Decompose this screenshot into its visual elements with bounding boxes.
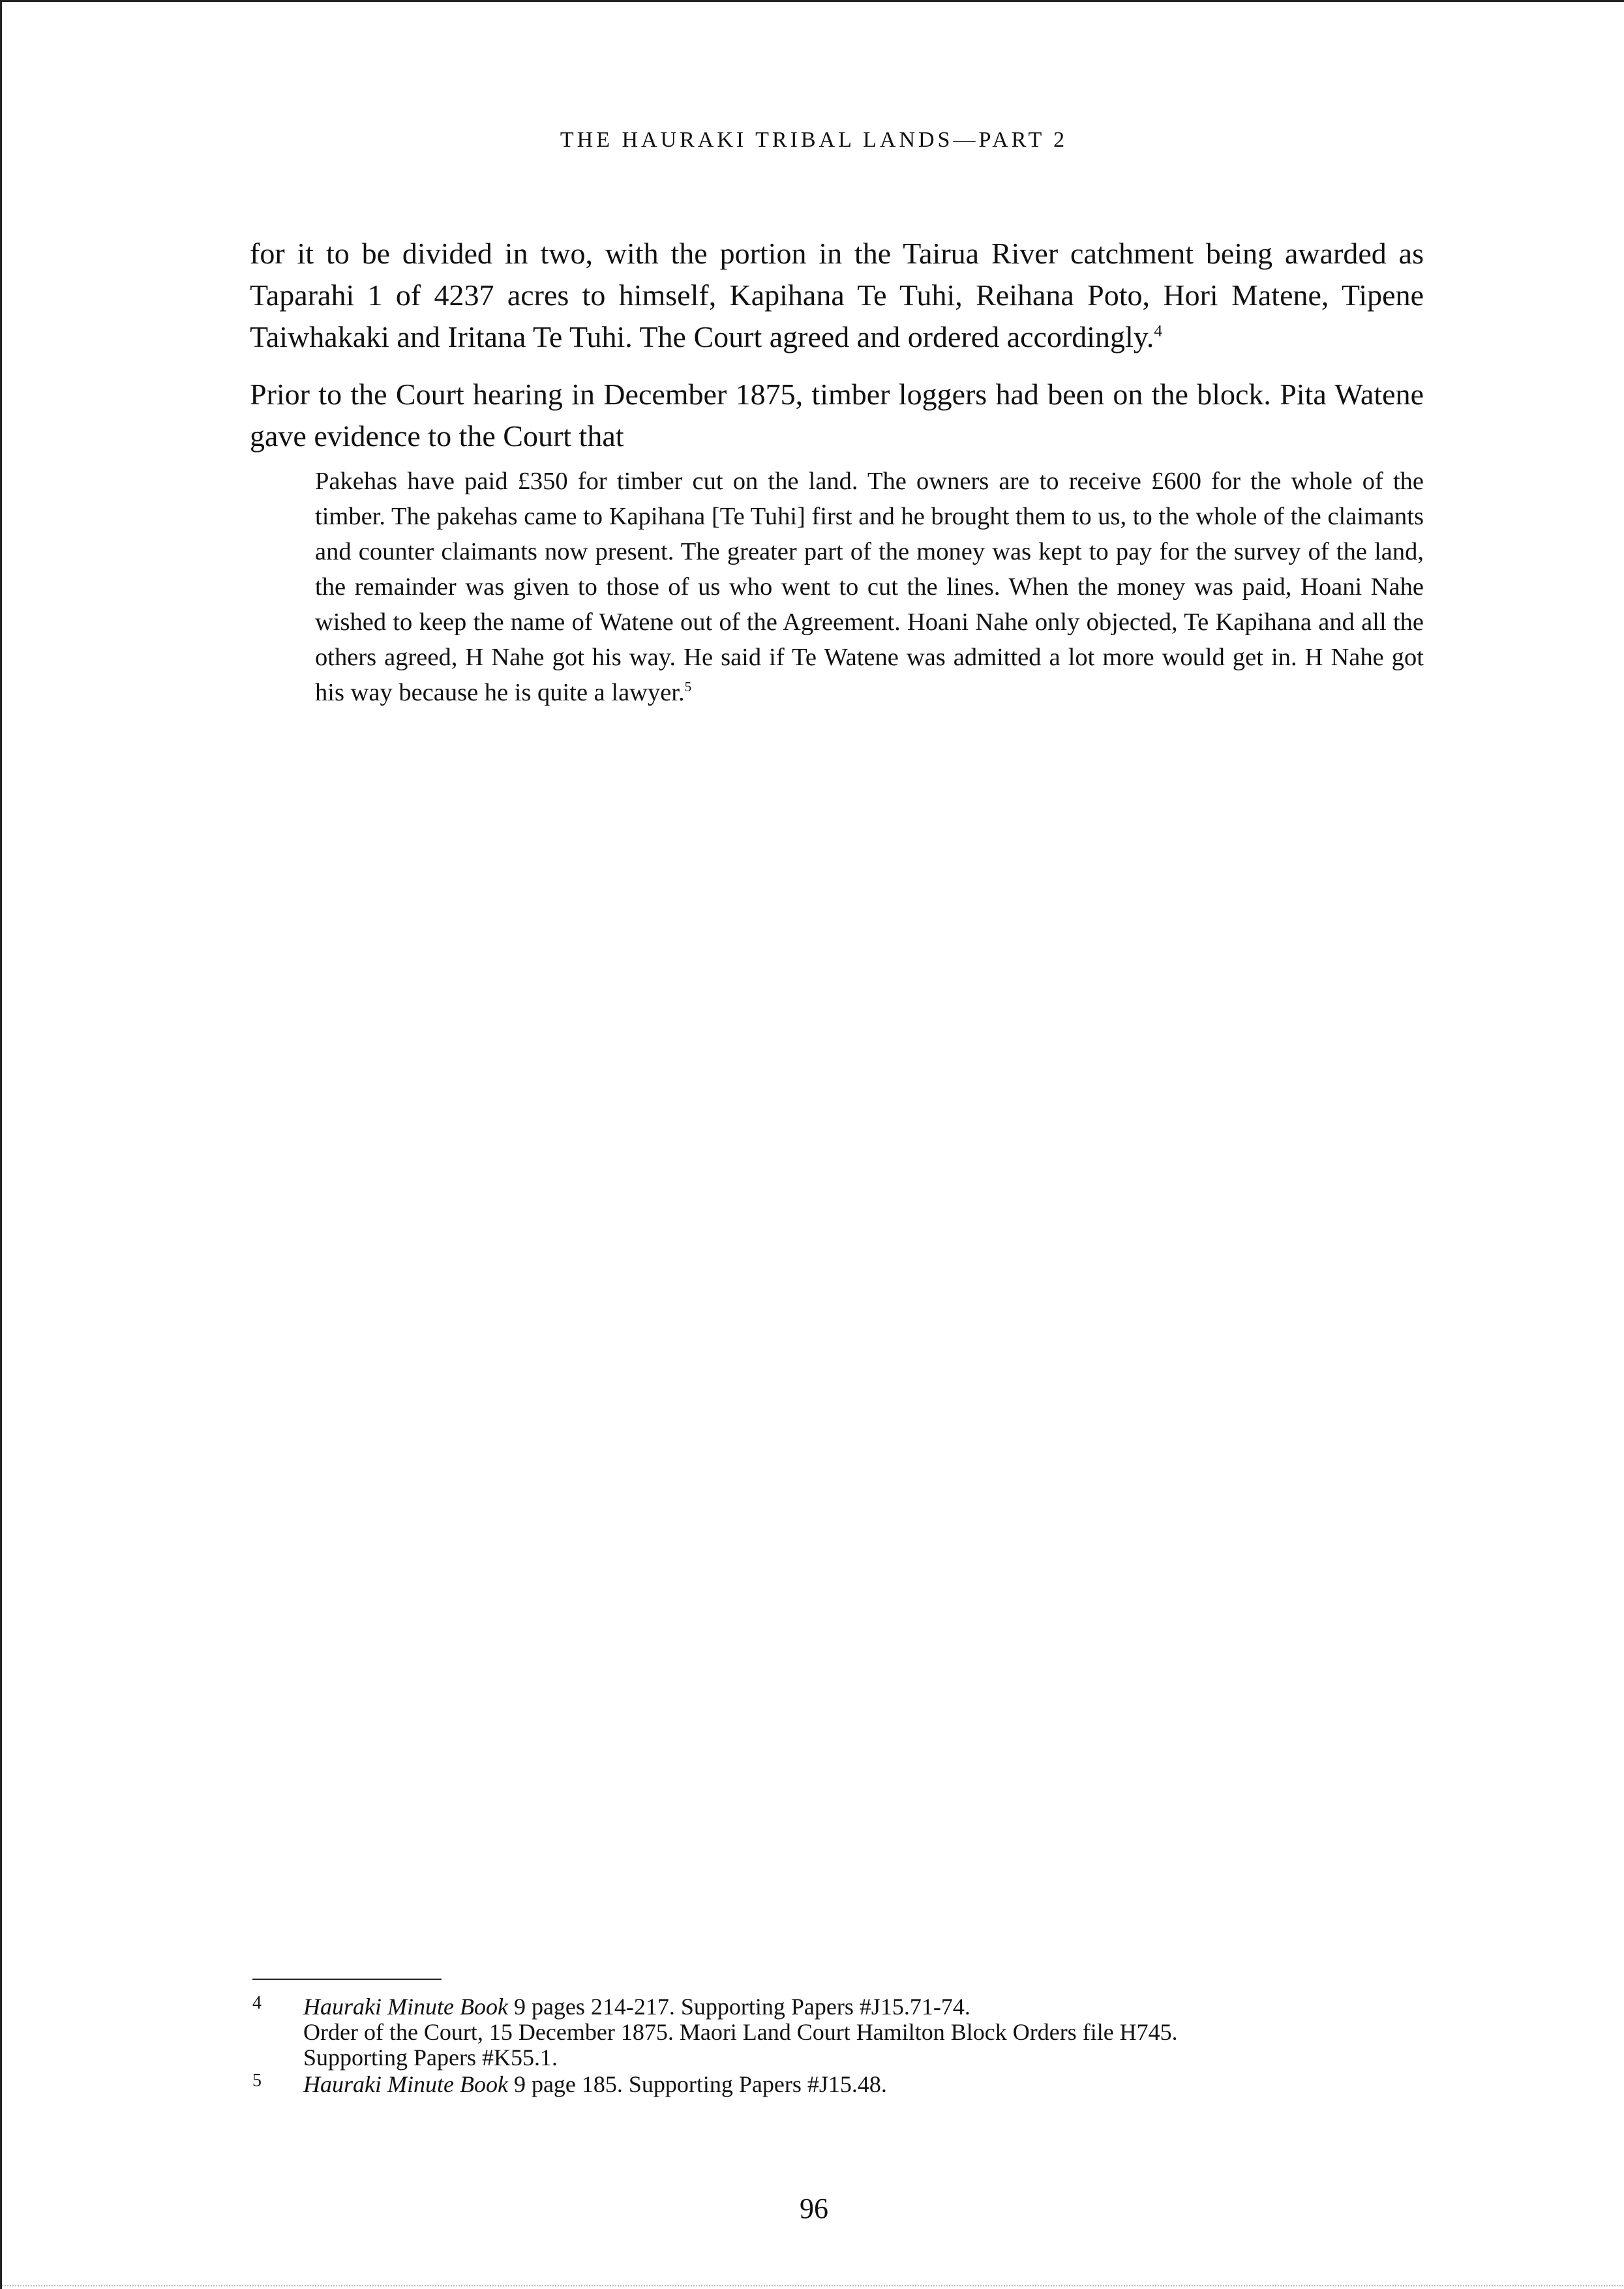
page-number: 96 <box>800 2192 828 2224</box>
footnote-number: 5 <box>252 2071 262 2091</box>
footnote-line <box>303 2020 1426 2045</box>
body-paragraph-2: Prior to the Court hearing in December 1875, timber loggers had been on the block. Pita Watene gave evidence to the Court that <box>250 378 1424 453</box>
citation-title: Hauraki Minute Book <box>303 1994 508 2020</box>
scan-edge <box>2 2285 1624 2286</box>
footnote-ref-4[interactable]: 4 <box>1154 322 1162 340</box>
footnote-ref-5[interactable]: 5 <box>684 679 692 695</box>
citation-text: 9 pages 214-217. Supporting Papers #J15.71-74. <box>507 1994 970 2020</box>
body-paragraph-1-text: for it to be divided in two, with the portion in the Tairua River catchment being awarded as Taparahi 1 of 4237 acres to himself, Kapihana Te Tuhi, Reihana Poto, Hori Matene, Tipene Taiwhakaki and Iritana Te Tuhi. The Court agreed and ordered accordingly. <box>250 237 1424 353</box>
footnote-divider <box>252 1979 442 1980</box>
body-paragraph-1 <box>250 233 1424 358</box>
footnote-line <box>303 2072 1426 2097</box>
citation-text: Supporting Papers #K55.1. <box>303 2044 558 2071</box>
block-quote <box>315 464 1424 710</box>
footnote-4 <box>252 1994 1426 2071</box>
footnote-line <box>303 1994 1426 2020</box>
footnote-5 <box>252 2072 1426 2097</box>
running-head: THE HAURAKI TRIBAL LANDS—PART 2 <box>560 128 1068 152</box>
citation-title: Hauraki Minute Book <box>303 2071 508 2097</box>
citation-text: Order of the Court, 15 December 1875. Maori Land Court Hamilton Block Orders file H745. <box>303 2019 1178 2045</box>
footnote-number: 4 <box>252 1993 262 2013</box>
citation-text: 9 page 185. Supporting Papers #J15.48. <box>507 2071 887 2097</box>
block-quote-text: Pakehas have paid £350 for timber cut on the land. The owners are to receive £600 for the whole of the timber. The pakehas came to Kapihana [Te Tuhi] first and he brought them to us, to the whole of the claimants and counter claimants now present. The greater part of the money was kept to pay for the survey of the land, the remainder was given to those of us who went to cut the lines. When the money was paid, Hoani Nahe wished to keep the name of Watene out of the Agreement. Hoani Nahe only objected, Te Kapihana and all the others agreed, H Nahe got his way. He said if Te Watene was admitted a lot more would get in. H Nahe got his way because he is quite a lawyer. <box>315 468 1424 706</box>
footnote-line <box>303 2045 1426 2071</box>
